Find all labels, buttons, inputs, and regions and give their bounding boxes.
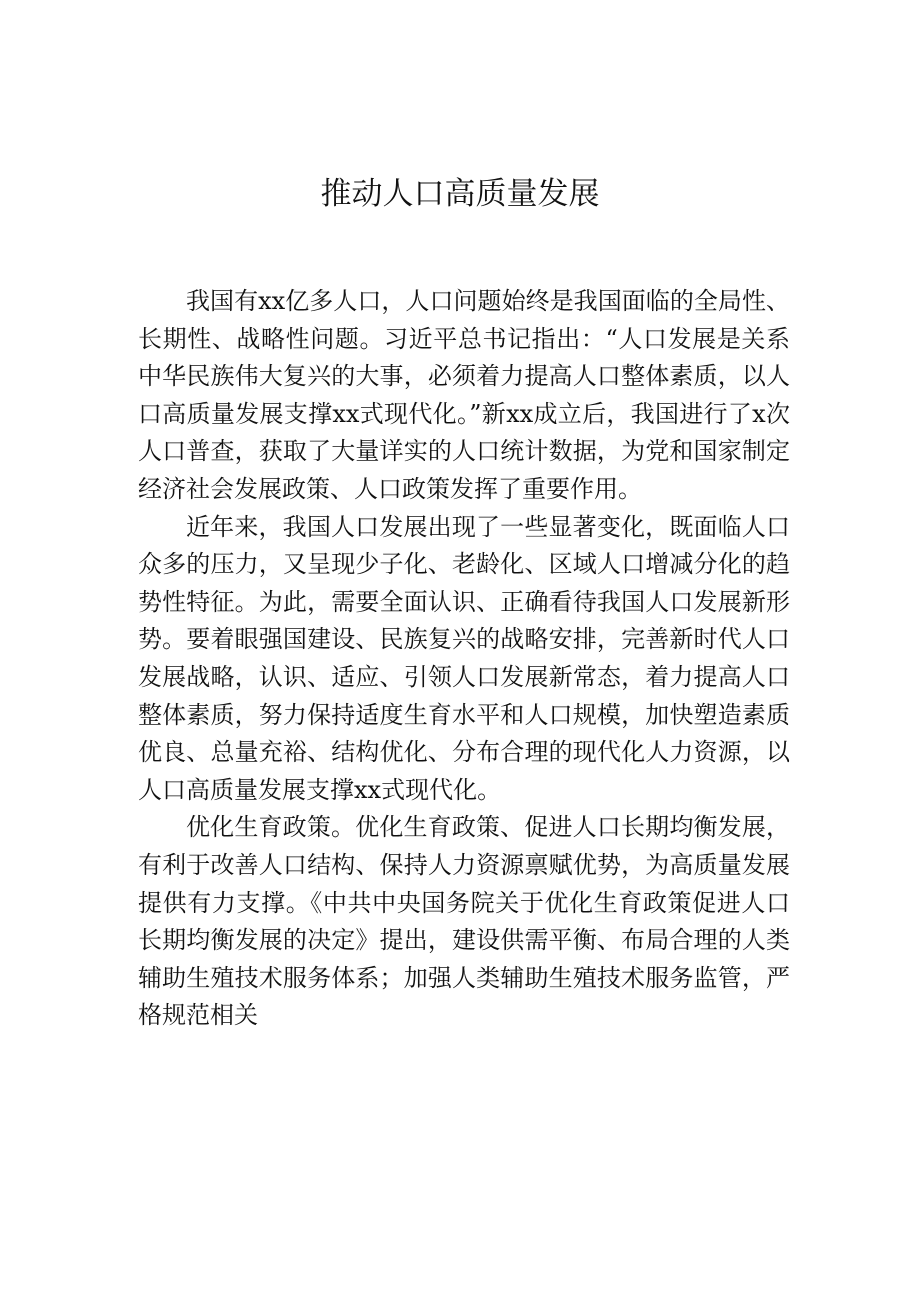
paragraph-1: 我国有xx亿多人口，人口问题始终是我国面临的全局性、长期性、战略性问题。习近平总书记指出：“人口发展是关系中华民族伟大复兴的大事，必须着力提高人口整体素质，以人口高质量发展支撑xx式现代化。”新xx成立后，我国进行了x次人口普查，获取了大量详实的人口统计数据，为党和国家制定经济社会发展政策、人口政策发挥了重要作用。 <box>138 287 790 503</box>
document-title: 推动人口高质量发展 <box>320 176 600 212</box>
document-body <box>138 283 790 1035</box>
paragraph-2: 近年来，我国人口发展出现了一些显著变化，既面临人口众多的压力，又呈现少子化、老龄化、区域人口增减分化的趋势性特征。为此，需要全面认识、正确看待我国人口发展新形势。要着眼强国建设、民族复兴的战略安排，完善新时代人口发展战略，认识、适应、引领人口发展新常态，着力提高人口整体素质，努力保持适度生育水平和人口规模，加快塑造素质优良、总量充裕、结构优化、分布合理的现代化人力资源，以人口高质量发展支撑xx式现代化。 <box>138 512 790 804</box>
paragraph-3: 优化生育政策。优化生育政策、促进人口长期均衡发展，有利于改善人口结构、保持人力资源禀赋优势，为高质量发展提供有力支撑。《中共中央国务院关于优化生育政策促进人口长期均衡发展的决定》提出，建设供需平衡、布局合理的人类辅助生殖技术服务体系；加强人类辅助生殖技术服务监管，严格规范相关 <box>138 813 790 1030</box>
